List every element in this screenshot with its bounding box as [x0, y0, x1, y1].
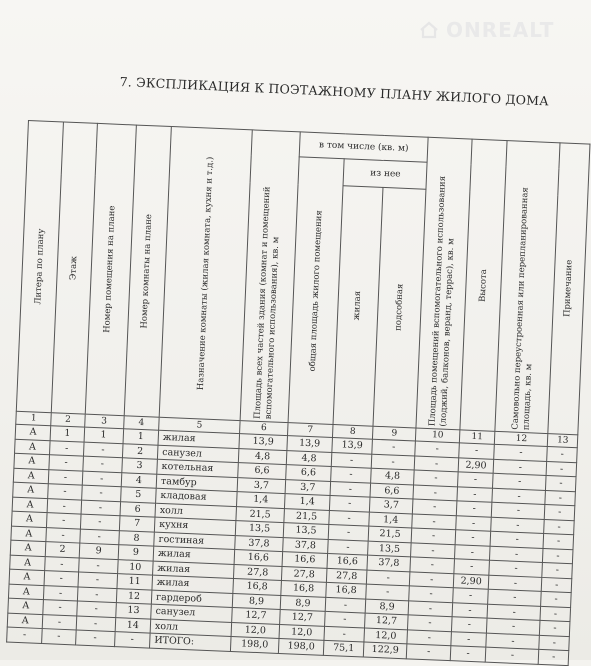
table-cell: 9	[79, 543, 119, 559]
table-cell: -	[451, 617, 487, 633]
header-vysota: Высота	[460, 139, 508, 431]
explication-table	[6, 120, 590, 666]
table-cell: 37,8	[367, 555, 411, 571]
table-cell: -	[545, 504, 575, 520]
table-cell: -	[46, 527, 80, 543]
table-cell: жилая	[152, 575, 234, 593]
table-cell: -	[76, 601, 116, 617]
total-cell: -	[7, 627, 43, 643]
table-cell: А	[9, 569, 45, 585]
table-cell: -	[542, 562, 572, 578]
table-cell: 8,9	[233, 593, 281, 609]
header-komnata: Номер комнаты на плане	[124, 125, 171, 417]
table-cell: 12,0	[364, 628, 408, 644]
table-cell: 6,6	[285, 465, 331, 481]
table-cell: 12,7	[232, 607, 280, 623]
table-cell: -	[330, 495, 370, 511]
table-cell: -	[83, 442, 123, 458]
table-cell: -	[540, 606, 570, 622]
table-cell: 2	[122, 443, 158, 459]
table-cell: -	[78, 572, 118, 588]
table-cell: -	[492, 488, 546, 505]
header-primechanie: Примечание	[548, 143, 590, 435]
total-cell: ИТОГО:	[150, 633, 232, 651]
table-cell: -	[48, 484, 82, 500]
table-cell: А	[13, 482, 49, 498]
table-cell: 13,9	[332, 438, 372, 454]
table-cell: 12,0	[231, 622, 279, 638]
table-cell: -	[492, 502, 546, 519]
header-v-tom-chisle: в том числе (кв. м)	[299, 132, 429, 162]
table-cell: -	[49, 455, 83, 471]
header-obshchaya: общая площадь жилого помещения	[288, 157, 345, 425]
table-cell: -	[329, 510, 369, 526]
table-cell: -	[413, 499, 457, 515]
table-cell: -	[331, 452, 371, 468]
table-cell: -	[409, 586, 453, 602]
table-cell: -	[412, 528, 456, 544]
table-cell: -	[457, 486, 493, 502]
table-cell: 16,8	[233, 579, 281, 595]
table-cell: 21,5	[236, 506, 284, 522]
table-cell: -	[489, 575, 543, 592]
table-cell: -	[545, 490, 575, 506]
table-cell: санузел	[157, 445, 239, 463]
table-cell: -	[488, 589, 542, 606]
table-cell: 14	[115, 617, 151, 633]
table-cell: -	[44, 585, 78, 601]
table-cell: -	[82, 471, 122, 487]
table-cell: -	[415, 456, 459, 472]
total-cell: -	[42, 629, 76, 645]
table-cell: -	[454, 544, 490, 560]
table-cell: -	[543, 548, 573, 564]
table-cell: -	[452, 588, 488, 604]
table-cell: -	[49, 469, 83, 485]
table-cell: 16,6	[234, 550, 282, 566]
table-cell: -	[456, 501, 492, 517]
table-body	[7, 424, 578, 665]
table-cell: -	[487, 604, 541, 621]
table-cell: 1	[84, 427, 124, 443]
table-cell: 12,7	[364, 613, 408, 629]
table-cell: -	[490, 546, 544, 563]
table-cell: -	[407, 629, 451, 645]
table-cell: 13	[115, 603, 151, 619]
table-cell: 27,8	[281, 566, 327, 582]
table-cell: -	[494, 444, 548, 461]
table-cell: -	[372, 439, 416, 455]
table-cell: 4,8	[286, 450, 332, 466]
total-cell: 198,0	[278, 638, 324, 655]
table-cell: -	[414, 470, 458, 486]
table-cell: -	[456, 515, 492, 531]
table-cell: 12	[116, 588, 152, 604]
table-cell: 13,9	[287, 436, 333, 452]
table-cell: 9	[118, 545, 154, 561]
table-cell: -	[546, 476, 576, 492]
table-cell: кладовая	[156, 488, 238, 506]
table-cell: 21,5	[368, 526, 412, 542]
column-number: 10	[416, 428, 460, 443]
header-samovolno: Самовольно переустроенная или перепланированная площадь, кв. м	[495, 141, 560, 434]
table-cell: 5	[120, 487, 156, 503]
table-cell: 4,8	[239, 448, 287, 464]
total-cell: -	[407, 644, 451, 661]
table-cell: 27,8	[327, 568, 367, 584]
table-cell: 13,5	[236, 521, 284, 537]
header-pomeshchenie: Номер помещения на плане	[85, 123, 136, 415]
table-cell: 3,7	[369, 497, 413, 513]
table-cell: тамбур	[156, 474, 238, 492]
table-cell: -	[547, 447, 577, 463]
table-cell: жилая	[153, 546, 235, 564]
table-cell: -	[43, 600, 77, 616]
table-cell: холл	[155, 503, 237, 521]
column-number: 6	[240, 421, 288, 436]
table-cell: -	[328, 539, 368, 555]
table-cell: А	[8, 584, 44, 600]
table-cell: -	[493, 473, 547, 490]
table-cell: -	[408, 615, 452, 631]
total-cell: 198,0	[231, 636, 279, 653]
watermark-text: ONREALT	[446, 18, 555, 42]
table-cell: жилая	[158, 430, 240, 448]
table-cell: -	[81, 485, 121, 501]
table-cell: -	[371, 454, 415, 470]
total-cell: -	[486, 647, 540, 664]
table-cell: -	[542, 577, 572, 593]
table-cell: -	[410, 557, 454, 573]
table-cell: -	[459, 443, 495, 459]
header-ploshchad-vseh: Площадь всех частей здания (комнат и помещений вспомогательного использования), кв. м	[240, 130, 300, 423]
table-cell: -	[79, 529, 119, 545]
table-cell: 8,9	[365, 599, 409, 615]
table-cell: -	[47, 513, 81, 529]
table-cell: санузел	[151, 604, 233, 622]
watermark	[418, 18, 554, 42]
table-cell: 16,6	[327, 553, 367, 569]
table-cell: -	[413, 484, 457, 500]
table-cell: -	[42, 614, 76, 630]
table-cell: 2,90	[453, 573, 489, 589]
table-cell: -	[411, 542, 455, 558]
column-number: 9	[372, 426, 416, 441]
column-number: 1	[16, 411, 52, 425]
table-cell: 1,4	[369, 512, 413, 528]
column-number: 13	[548, 434, 578, 448]
table-cell: -	[455, 530, 491, 546]
table-cell: -	[547, 461, 577, 477]
table-cell: -	[544, 519, 574, 535]
table-cell: 21,5	[284, 508, 330, 524]
column-number: 12	[495, 431, 549, 446]
header-podsobnaya: подсобная	[373, 187, 427, 428]
table-cell: -	[454, 559, 490, 575]
table-cell: -	[451, 631, 487, 647]
table-cell: 1,4	[284, 494, 330, 510]
table-cell: А	[10, 555, 46, 571]
table-cell: 13,5	[367, 541, 411, 557]
table-cell: 3	[122, 458, 158, 474]
table-cell: 13,5	[283, 523, 329, 539]
table-cell: -	[493, 459, 547, 476]
table-cell: 4,8	[370, 468, 414, 484]
table-cell: А	[15, 439, 51, 455]
table-cell: -	[490, 531, 544, 548]
table-cell: -	[82, 456, 122, 472]
table-cell: 2	[46, 542, 80, 558]
table-cell: А	[15, 424, 51, 440]
table-cell: -	[331, 467, 371, 483]
table-cell: -	[543, 533, 573, 549]
table-cell: А	[14, 453, 50, 469]
table-cell: 37,8	[235, 535, 283, 551]
column-number: 7	[287, 423, 333, 438]
table-cell: -	[45, 556, 79, 572]
table-cell: гардероб	[151, 590, 233, 608]
table-cell: -	[47, 498, 81, 514]
table-cell: 13,9	[239, 434, 287, 450]
table-cell: жилая	[153, 561, 235, 579]
table-cell: -	[324, 626, 364, 642]
table-cell: 12,0	[279, 624, 325, 640]
table-cell: -	[44, 571, 78, 587]
table-cell: -	[330, 481, 370, 497]
table-cell: 6,6	[370, 483, 414, 499]
table-cell: 1	[123, 429, 159, 445]
table-cell: 7	[119, 516, 155, 532]
table-cell: -	[325, 611, 365, 627]
table-cell: 12,7	[279, 609, 325, 625]
table-cell: А	[13, 468, 49, 484]
page-title: 7. ЭКСПЛИКАЦИЯ К ПОЭТАЖНОМУ ПЛАНУ ЖИЛОГО ДОМА	[119, 74, 550, 109]
table-cell: -	[412, 513, 456, 529]
table-cell: 4	[121, 472, 157, 488]
table-cell: -	[410, 571, 454, 587]
table-cell: -	[540, 620, 570, 636]
table-cell: 3,7	[237, 477, 285, 493]
column-number: 11	[459, 430, 495, 444]
table-cell: 10	[117, 559, 153, 575]
table-cell: -	[78, 558, 118, 574]
table-cell: А	[10, 540, 46, 556]
house-icon	[418, 19, 440, 41]
table-cell: -	[539, 635, 569, 651]
total-cell: -	[75, 630, 115, 647]
table-cell: -	[541, 591, 571, 607]
table-cell: А	[8, 598, 44, 614]
table-cell: 1	[50, 426, 84, 442]
table-cell: 16,8	[326, 582, 366, 598]
table-cell: 6,6	[238, 463, 286, 479]
table-cell: -	[81, 500, 121, 516]
total-cell: 122,9	[363, 642, 407, 659]
column-number: 2	[51, 413, 85, 427]
table-cell: 11	[117, 574, 153, 590]
header-iz-nee: из нее	[343, 159, 427, 189]
table-cell: котельная	[157, 459, 239, 477]
table-cell: 8,9	[280, 595, 326, 611]
table-cell: -	[457, 472, 493, 488]
table-cell: 8	[119, 530, 155, 546]
total-cell: -	[539, 649, 569, 665]
header-zhilaya: жилая	[333, 186, 383, 426]
table-cell: А	[12, 497, 48, 513]
table-cell: -	[452, 602, 488, 618]
table-cell: А	[11, 511, 47, 527]
table-cell: -	[76, 615, 116, 631]
table-cell: -	[489, 560, 543, 577]
table-cell: А	[7, 613, 43, 629]
table-cell: -	[80, 514, 120, 530]
table-cell: 1,4	[237, 492, 285, 508]
table-cell: А	[11, 526, 47, 542]
table-cell: 16,6	[282, 552, 328, 568]
column-number: 4	[123, 416, 159, 430]
total-cell: 75,1	[324, 640, 364, 657]
table-cell: -	[325, 597, 365, 613]
header-litera: Литера по плану	[16, 121, 63, 413]
table-cell: -	[409, 600, 453, 616]
table-cell: -	[50, 440, 84, 456]
total-cell: -	[450, 646, 486, 662]
table-cell: 2,90	[458, 457, 494, 473]
table-cell: -	[415, 441, 459, 457]
table-cell: -	[487, 618, 541, 635]
table-cell: гостиная	[154, 532, 236, 550]
column-number: 8	[333, 425, 373, 440]
table-cell: холл	[150, 619, 232, 637]
header-etazh: Этаж	[52, 122, 97, 414]
table-cell: -	[366, 570, 410, 586]
table-cell: 16,8	[280, 581, 326, 597]
explication-table-wrap	[6, 120, 590, 666]
column-number: 5	[159, 417, 241, 433]
table-cell: 37,8	[282, 537, 328, 553]
header-naznachenie: Назначение комнаты (жилая комната, кухня и т.д.)	[159, 127, 252, 421]
table-cell: -	[328, 524, 368, 540]
column-number: 3	[84, 414, 124, 429]
table-cell: 27,8	[234, 564, 282, 580]
table-cell: 6	[120, 501, 156, 517]
table-cell: 3,7	[285, 479, 331, 495]
table-cell: -	[486, 633, 540, 650]
total-cell: -	[114, 632, 150, 648]
table-cell: кухня	[154, 517, 236, 535]
table-cell: -	[491, 517, 545, 534]
header-vspomogatelnye: Площадь помещений вспомогательного использования (лоджий, балконов, веранд, террас), кв. м	[416, 137, 472, 430]
table-cell: -	[366, 584, 410, 600]
table-cell: -	[77, 586, 117, 602]
